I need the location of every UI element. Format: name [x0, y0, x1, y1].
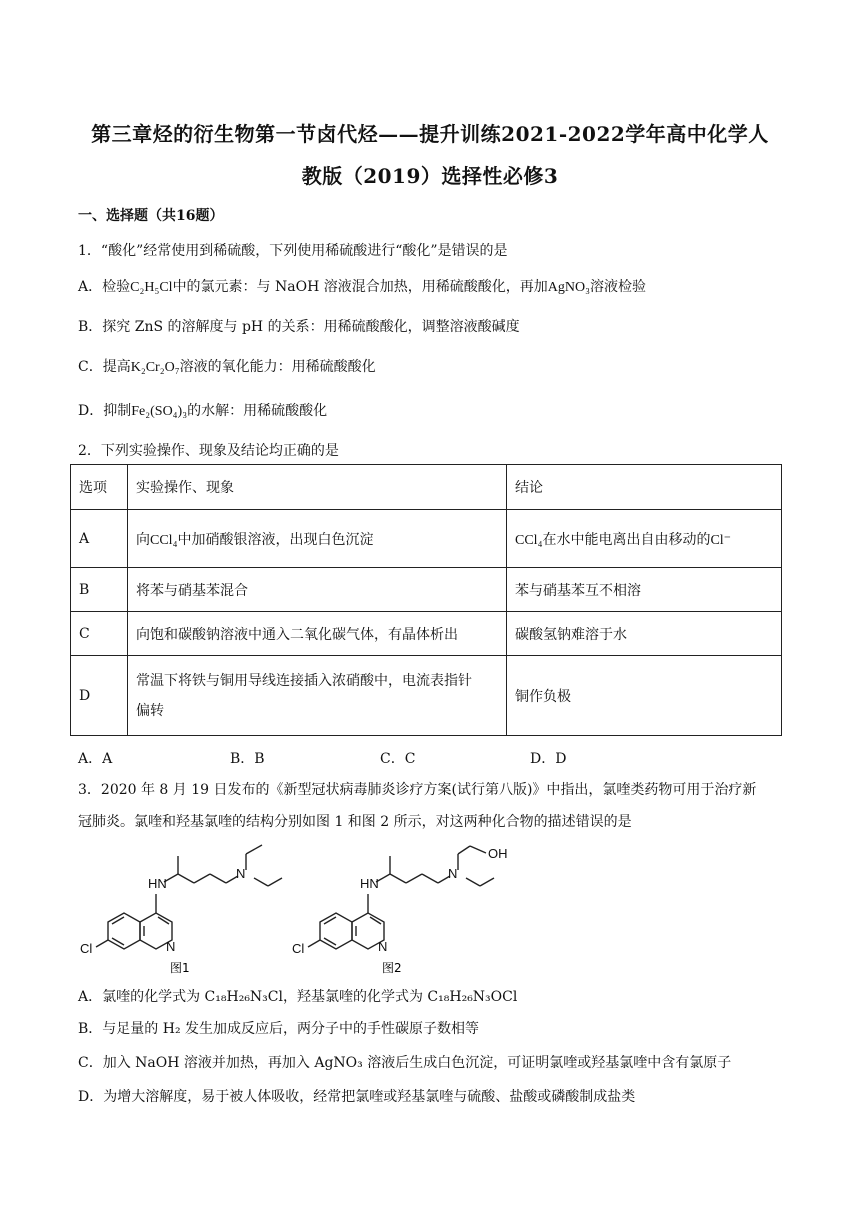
- document-title-line-2: 教版（2019）选择性必修3: [301, 164, 559, 188]
- fig2-ring-n-label: N: [378, 939, 388, 954]
- q1-c-chem: K₂Cr₂O₇: [130, 360, 180, 375]
- q1-d-post: 的水解：用稀硫酸酸化: [187, 403, 328, 419]
- q1-c-post: 溶液的氧化能力：用稀硫酸酸化: [179, 359, 376, 375]
- fig1-cl-label: Cl: [80, 941, 93, 956]
- q1-stem: 1．“酸化”经常使用到稀硫酸，下列使用稀硫酸进行“酸化”是错误的是: [78, 243, 508, 259]
- fig2-nh-label: HN: [360, 876, 379, 891]
- fig1-amine-label: N: [236, 866, 246, 881]
- op-chem: CCl₄: [150, 532, 178, 548]
- fig2-amine-label: N: [448, 866, 458, 881]
- q3-stem: [78, 774, 782, 838]
- q3-option-c: C．加入 NaOH 溶液并加热，再加入 AgNO₃ 溶液后生成白色沉淀，可证明氯喹或羟基氯喹中含有氯原子: [78, 1055, 732, 1071]
- q1-option-a: [78, 276, 646, 296]
- q1-option-d: [78, 400, 327, 420]
- table-row: [71, 510, 782, 568]
- q2-option-a: A．A: [78, 751, 113, 767]
- table-row: [71, 568, 782, 612]
- q2-stem: 2．下列实验操作、现象及结论均正确的是: [78, 443, 339, 459]
- row-conclusion: 铜作负极: [507, 656, 782, 736]
- con-chem: CCl₄: [515, 532, 543, 548]
- op-pre: 向: [136, 531, 150, 548]
- op-post: 中加硝酸银溶液，出现白色沉淀: [177, 531, 374, 548]
- q1-d-pre: D．抑制: [78, 403, 132, 419]
- experiment-table: [70, 464, 782, 736]
- section-heading: 一、选择题（共16题）: [78, 208, 224, 224]
- fig2-cl-label: Cl: [292, 941, 305, 956]
- document-title-line-1: 第三章烃的衍生物第一节卤代烃——提升训练2021-2022学年高中化学人: [91, 122, 769, 146]
- row-operation: [128, 510, 507, 568]
- row-conclusion: 碳酸氢钠难溶于水: [507, 612, 782, 656]
- table-row: [71, 656, 782, 736]
- header-operation: 实验操作、现象: [128, 465, 507, 510]
- q2-option-b: B．B: [230, 751, 265, 767]
- figure-1-caption: 图1: [170, 961, 190, 975]
- row-operation: 将苯与硝基苯混合: [128, 568, 507, 612]
- q3-option-b: B．与足量的 H₂ 发生加成反应后，两分子中的手性碳原子数相等: [78, 1021, 480, 1037]
- q1-a-pre: A．检验: [78, 279, 131, 295]
- q1-a-chem: C₂H₅Cl: [130, 280, 173, 295]
- q2-option-c: C．C: [380, 751, 416, 767]
- q1-option-b: B．探究 ZnS 的溶解度与 pH 的关系：用稀硫酸酸化，调整溶液酸碱度: [78, 319, 520, 335]
- q1-option-c: [78, 356, 376, 376]
- header-conclusion: 结论: [507, 465, 782, 510]
- q1-a-post: 溶液检验: [589, 279, 646, 295]
- q1-d-chem: Fe₂(SO₄)₃: [131, 404, 188, 419]
- fig1-nh-label: HN: [148, 876, 167, 891]
- q3-option-a: A．氯喹的化学式为 C₁₈H₂₆N₃Cl，羟基氯喹的化学式为 C₁₈H₂₆N₃OCl: [78, 989, 518, 1005]
- row-conclusion: 苯与硝基苯互不相溶: [507, 568, 782, 612]
- q3-option-d: D．为增大溶解度，易于被人体吸收，经常把氯喹或羟基氯喹与硫酸、盐酸或磷酸制成盐类: [78, 1089, 636, 1105]
- row-operation: [128, 656, 507, 736]
- row-option: D: [71, 656, 128, 736]
- table-header-row: [71, 465, 782, 510]
- fig1-ring-n-label: N: [166, 939, 176, 954]
- figure-1-chloroquine: [78, 840, 298, 980]
- row-option: A: [71, 510, 128, 568]
- op-line-1: 常温下将铁与铜用导线连接插入浓硝酸中，电流表指针: [136, 672, 472, 689]
- row-option: B: [71, 568, 128, 612]
- q1-c-pre: C．提高: [78, 359, 131, 375]
- q3-stem-line-1: 3．2020 年 8 月 19 日发布的《新型冠状病毒肺炎诊疗方案(试行第八版)》中指出，氯喹类药物可用于治疗新: [78, 782, 757, 798]
- q2-option-d: D．D: [530, 751, 567, 767]
- op-line-2: 偏转: [136, 702, 164, 719]
- row-option: C: [71, 612, 128, 656]
- figure-2-hydroxychloroquine: [290, 840, 520, 980]
- header-option: 选项: [71, 465, 128, 510]
- con-ion: Cl⁻: [710, 532, 732, 548]
- row-operation: 向饱和碳酸钠溶液中通入二氧化碳气体，有晶体析出: [128, 612, 507, 656]
- row-conclusion: [507, 510, 782, 568]
- table-row: [71, 612, 782, 656]
- q3-stem-line-2: 冠肺炎。氯喹和羟基氯喹的结构分别如图 1 和图 2 所示，对这两种化合物的描述错误的是: [78, 814, 632, 830]
- figure-2-caption: 图2: [382, 961, 402, 975]
- fig2-oh-label: OH: [488, 846, 508, 861]
- q1-a-mid: 中的氯元素：与 NaOH 溶液混合加热，用稀硫酸酸化，再加: [172, 279, 548, 295]
- q1-a-chem2: AgNO₃: [547, 280, 590, 295]
- con-mid: 在水中能电离出自由移动的: [542, 531, 711, 548]
